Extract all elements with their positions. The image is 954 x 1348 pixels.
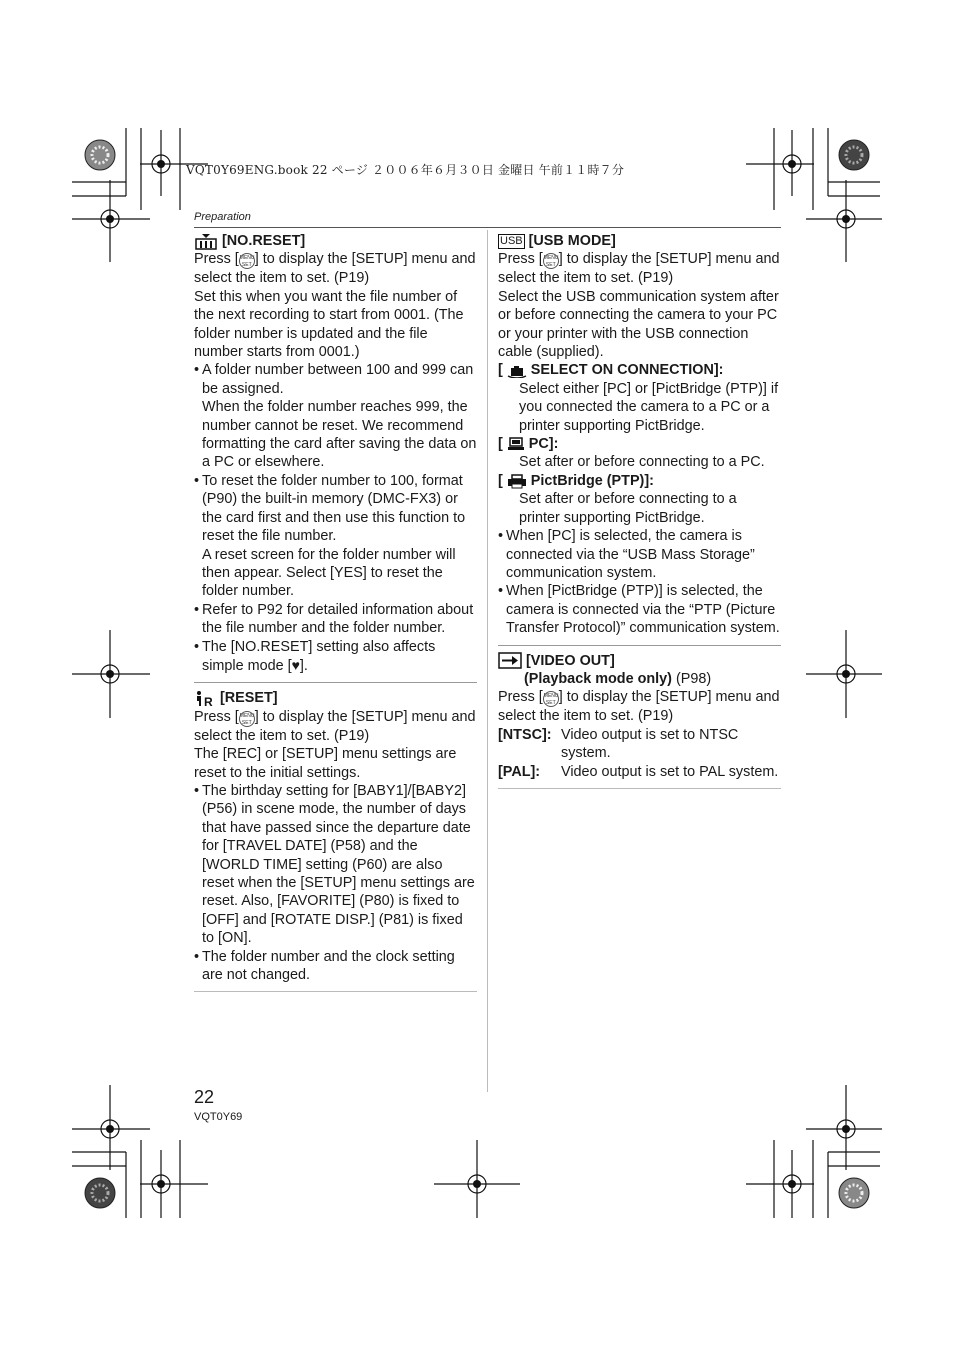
usb-mode-instruction: Press [MENU SET ] to display the [SETUP] menu and select the item to set. (P19): [498, 251, 780, 287]
reset-bullet-1: • The birthday setting for [BABY1]/[BABY2] (P56) in scene mode, the number of days that have passed since the departure date for [TRAVEL DATE] (P58) and the [WORLD TIME] setting (P60) are also reset when the [SETUP] menu settings are reset. Also, [FAVORITE] (P80) is fixed to [OFF] and [ROTATE DISP.] (P81) is fixed to [ON].: [194, 782, 477, 948]
pc-heading: [ PC]:: [498, 436, 559, 453]
ntsc-label: [NTSC]:: [498, 726, 552, 743]
select-on-connection-text: Select either [PC] or [PictBridge (PTP)] if you connected the camera to a PC or a printer supporting PictBridge.: [519, 380, 779, 434]
usb-bullet-1: • When [PC] is selected, the camera is connected via the “USB Mass Storage” communication system.: [498, 527, 781, 582]
no-reset-heading: [194, 232, 477, 250]
video-out-subtitle: (Playback mode only) (P98): [524, 670, 712, 687]
menu-set-button-icon: MENU SET: [543, 255, 559, 269]
printer-icon: [507, 474, 527, 489]
pc-text: Set after or before connecting to a PC.: [519, 454, 765, 471]
pal-text: Video output is set to PAL system.: [561, 763, 779, 780]
print-header: VQT0Y69ENG.book 22 ページ ２００６年６月３０日 金曜日 午前１１時７分: [186, 163, 625, 177]
usb-mode-title: [USB MODE]: [528, 233, 616, 249]
menu-set-button-icon: MENU SET: [239, 712, 255, 726]
camera-connection-icon: [507, 363, 527, 378]
reset-title: [RESET]: [220, 690, 278, 707]
no-reset-bullet-3: • Refer to P92 for detailed information about the file number and the folder number.: [194, 601, 477, 638]
reset-heading: [194, 689, 477, 707]
video-out-options: [498, 726, 781, 781]
reset-icon: [194, 690, 216, 707]
pictbridge-heading: [ PictBridge (PTP)]:: [498, 472, 654, 489]
video-out-title: [VIDEO OUT]: [526, 652, 615, 669]
ntsc-text: Video output is set to NTSC system.: [561, 726, 739, 762]
reset-description: The [REC] or [SETUP] menu settings are reset to the initial settings.: [194, 746, 457, 781]
no-reset-bullet-1: • A folder number between 100 and 999 can be assigned. When the folder number reaches 999, the number cannot be reset. We recommend formatting the card after saving the data on a PC or elsewhere.: [194, 361, 477, 471]
select-on-connection-heading: [ SELECT ON CONNECTION]:: [498, 362, 724, 379]
no-reset-icon: [194, 233, 218, 250]
reset-bullet-2: • The folder number and the clock setting are not changed.: [194, 948, 477, 985]
usb-mode-description: Select the USB communication system after or before connecting the camera to your PC or your printer with the USB connection cable (supplied).: [498, 288, 779, 361]
pictbridge-text: Set after or before connecting to a printer supporting PictBridge.: [519, 491, 737, 526]
no-reset-title: [NO.RESET]: [222, 233, 306, 249]
pal-label: [PAL]:: [498, 763, 541, 780]
column-divider: [487, 230, 488, 1092]
section-label: Preparation: [194, 211, 251, 223]
section-divider: [498, 645, 781, 646]
video-out-heading: [498, 652, 781, 670]
no-reset-bullet-4: • The [NO.RESET] setting also affects simple mode [♥].: [194, 638, 477, 676]
usb-mode-heading: [498, 232, 781, 250]
section-end-rule: [194, 991, 477, 992]
no-reset-description: Set this when you want the file number of the next recording to start from 0001. (The folder number is updated and the file number starts from 0001.): [194, 288, 464, 361]
no-reset-bullet-2: • To reset the folder number to 100, format (P90) the built-in memory (DMC-FX3) or the card first and then use this function to reset the file number. A reset screen for the folder number will then appear. Select [YES] to reset the folder number.: [194, 472, 477, 601]
video-out-instruction: Press [MENU SET ] to display the [SETUP] menu and select the item to set. (P19): [498, 689, 780, 725]
top-rule: [194, 227, 781, 228]
usb-icon: USB: [500, 234, 523, 247]
menu-set-button-icon: MENU SET: [239, 255, 255, 269]
pc-icon: [507, 437, 525, 451]
svg-text:R: R: [204, 695, 213, 708]
section-divider: [194, 682, 477, 683]
usb-bullet-2: • When [PictBridge (PTP)] is selected, the camera is connected via the “PTP (Picture Transfer Protocol)” communication system.: [498, 582, 781, 637]
page-number: 22: [194, 1087, 215, 1107]
left-column: [194, 232, 477, 992]
video-out-icon: [498, 652, 522, 669]
right-column: [498, 232, 781, 789]
no-reset-instruction: Press [MENU SET ] to display the [SETUP] menu and select the item to set. (P19): [194, 251, 476, 287]
reset-instruction: Press [MENU SET ] to display the [SETUP] menu and select the item to set. (P19): [194, 708, 476, 744]
heart-icon: ♥: [291, 656, 300, 673]
section-end-rule: [498, 788, 781, 789]
model-code: VQT0Y69: [194, 1111, 243, 1123]
menu-set-button-icon: MENU SET: [543, 693, 559, 707]
